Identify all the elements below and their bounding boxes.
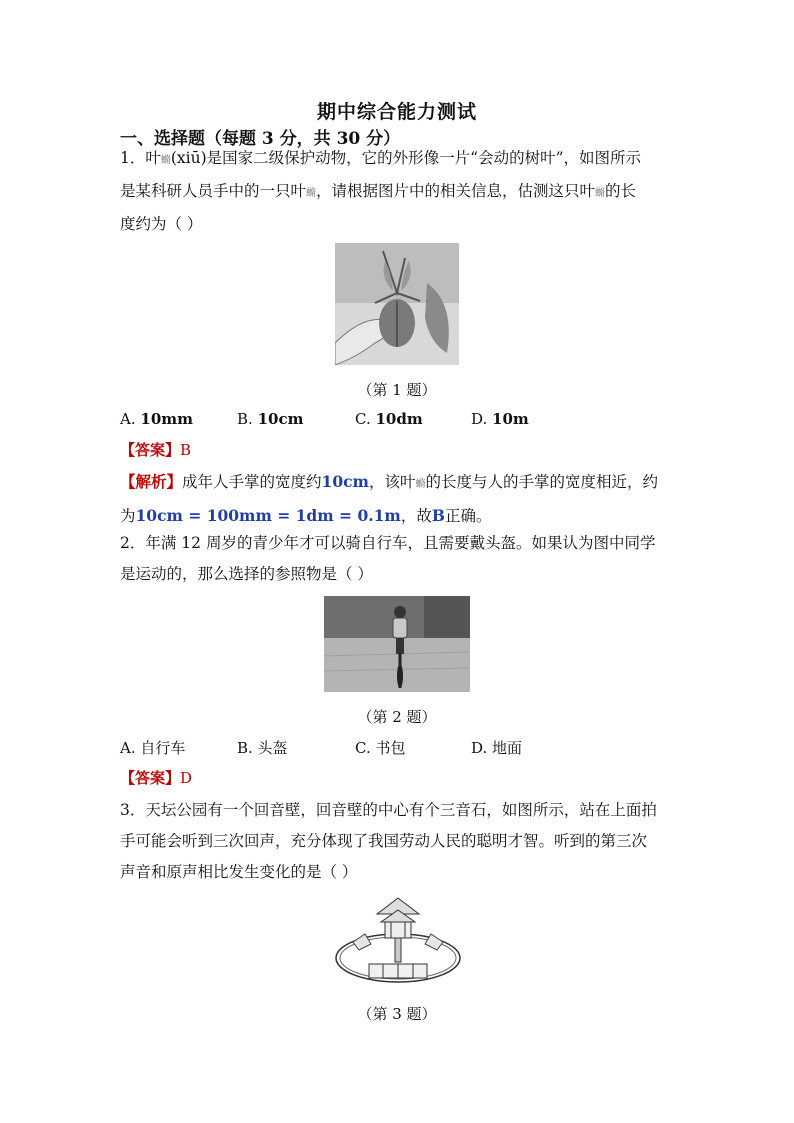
option-c: C. 10dm [355, 410, 423, 428]
answer-tag: 【答案】 [120, 769, 181, 787]
section-heading: 一、选择题（每题 3 分，共 30 分） [120, 129, 401, 149]
question-1-text [120, 143, 680, 240]
question-3-text [120, 795, 680, 888]
answer-value: D [180, 769, 193, 787]
question-1-options [120, 410, 680, 434]
option-b: B. 头盔 [237, 739, 288, 757]
figure-3-caption: （第 3 题） [357, 1005, 437, 1023]
question-3-line-2: 手可能会听到三次回声，充分体现了我国劳动人民的聪明才智。听到的第三次 [120, 832, 648, 850]
question-1-line-3: 度约为（ ） [120, 215, 203, 233]
option-a: A. 10mm [120, 410, 194, 428]
question-3-line-1: 3．天坛公园有一个回音壁，回音壁的中心有个三音石，如图所示，站在上面拍 [120, 801, 657, 819]
question-3-line-3: 声音和原声相比发生变化的是（ ） [120, 863, 358, 881]
option-d: D. 地面 [471, 739, 523, 757]
question-1-line-2: 是某科研人员手中的一只叶䗛，请根据图片中的相关信息，估测这只叶䗛的长 [120, 182, 637, 200]
question-2-line-2: 是运动的，那么选择的参照物是（ ） [120, 565, 373, 583]
page-title: 期中综合能力测试 [316, 101, 477, 123]
option-b: B. 10cm [237, 410, 304, 428]
question-2-line-1: 2．年满 12 周岁的青少年才可以骑自行车，且需要戴头盔。如果认为图中同学 [120, 534, 656, 552]
answer-value: B [180, 441, 192, 459]
question-1-answer [120, 439, 191, 460]
question-2-answer [120, 767, 192, 788]
echo-wall-drawing [333, 892, 463, 988]
option-d: D. 10m [471, 410, 529, 428]
question-2-text [120, 528, 680, 590]
option-c: C. 书包 [355, 739, 406, 757]
option-a: A. 自行车 [120, 739, 186, 757]
answer-tag: 【答案】 [120, 441, 181, 459]
question-2-options [120, 737, 680, 761]
leaf-insect-photo [335, 243, 459, 365]
cyclist-photo [324, 596, 470, 692]
analysis-line-1: 【解析】成年人手掌的宽度约10cm，该叶䗛的长度与人的手掌的宽度相近，约 [120, 472, 658, 491]
question-1-line-1: 1．叶䗛(xiū)是国家二级保护动物，它的外形像一片“会动的树叶”，如图所示 [120, 149, 642, 167]
figure-2-caption: （第 2 题） [357, 708, 437, 726]
analysis-line-2: 为10cm = 100mm = 1dm = 0.1m，故B正确。 [120, 506, 492, 525]
question-1-analysis [120, 466, 680, 532]
figure-1-caption: （第 1 题） [357, 381, 437, 399]
